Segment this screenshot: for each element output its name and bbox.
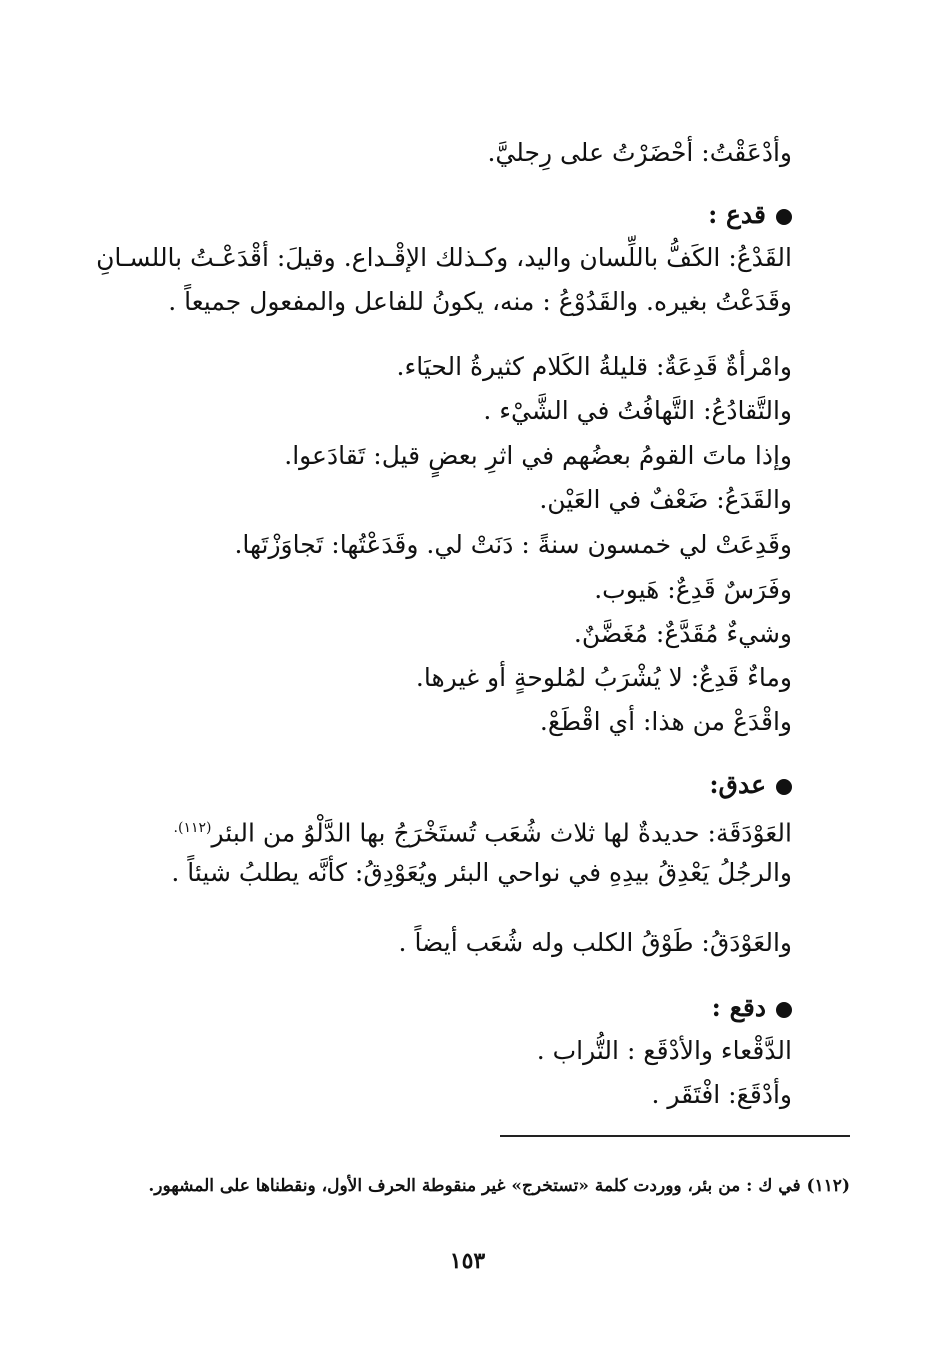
section-heading bbox=[708, 200, 792, 230]
bullet-icon bbox=[776, 779, 792, 795]
entry-line: والتَّقادُعُ: التَّهافُتُ في الشَّيْء . bbox=[483, 396, 792, 425]
footnote: (١١٢) في ك : من بئر، ووردت كلمة «تستخرج» غير منقوطة الحرف الأول، ونقطناها على المشهور. bbox=[148, 1176, 850, 1196]
page-number: ١٥٣ bbox=[449, 1248, 486, 1274]
entry-line: والقَدَعُ: ضَعْفٌ في العَيْن. bbox=[539, 485, 792, 514]
entry-line: واقْدَعْ من هذا: أي اقْطَعْ. bbox=[539, 707, 792, 736]
entry-line: وإذا ماتَ القومُ بعضُهم في اثرِ بعضٍ قيل: تَقادَعوا. bbox=[284, 441, 792, 470]
bullet-icon bbox=[776, 1002, 792, 1018]
entry-line: وشيءٌ مُقَدَّعٌ: مُغَضَّنٌ. bbox=[573, 619, 792, 648]
entry-line: القَدْعُ: الكَفُّ باللِّسان واليد، وكـذلك الإقْـداع. وقيلَ: أقْدَعْـتُ باللسـانِ bbox=[96, 243, 792, 272]
footnote-ref[interactable]: (١١٢). bbox=[173, 820, 212, 836]
entry-line: والرجُلُ يَعْدِقُ بيدِهِ في نواحي البئر ويُعَوْدِقُ: كأنَّه يطلبُ شيئاً . bbox=[171, 858, 792, 887]
entry-line bbox=[174, 813, 792, 848]
heading-label: دقع : bbox=[711, 993, 766, 1022]
entry-line: وأدْعَقْتُ: أحْضَرْتُ على رِجليَّ. bbox=[487, 138, 792, 167]
entry-line: الدَّقْعاء والأدْقَع : التُّراب . bbox=[536, 1036, 792, 1065]
heading-label: عدق: bbox=[709, 770, 766, 799]
entry-line: وماءٌ قَدِعٌ: لا يُشْرَبُ لمُلوحةٍ أو غيرها. bbox=[415, 663, 792, 692]
entry-line: وقَدَعْتُ بغيره. والقَدُوْعُ : منه، يكونُ للفاعل والمفعول جميعاً . bbox=[168, 287, 792, 316]
entry-line: وامْرأةٌ قَدِعَةٌ: قليلةُ الكَلام كثيرةُ الحيَاء. bbox=[396, 352, 792, 381]
section-heading bbox=[712, 993, 792, 1023]
footnote-divider bbox=[500, 1135, 850, 1137]
entry-line: وقَدِعَتْ لي خمسون سنةً : دَنَتْ لي. وقَدَعْتُها: تَجاوَزْتَها. bbox=[234, 530, 792, 559]
heading-label: قدع : bbox=[708, 200, 766, 229]
entry-line: وفَرَسٌ قَدِعٌ: هَيوب. bbox=[594, 575, 792, 604]
section-heading bbox=[709, 770, 792, 800]
entry-text: العَوْدَقَة: حديدةٌ لها ثلاث شُعَب تُستَخْرَجُ بها الدَّلْوُ من البئر bbox=[211, 818, 792, 848]
bullet-icon bbox=[776, 209, 792, 225]
entry-line: وأدْقَعَ: افْتَقَر . bbox=[651, 1080, 792, 1109]
entry-line: والعَوْدَقُ: طَوْقُ الكلب وله شُعَب أيضاً . bbox=[398, 928, 792, 957]
